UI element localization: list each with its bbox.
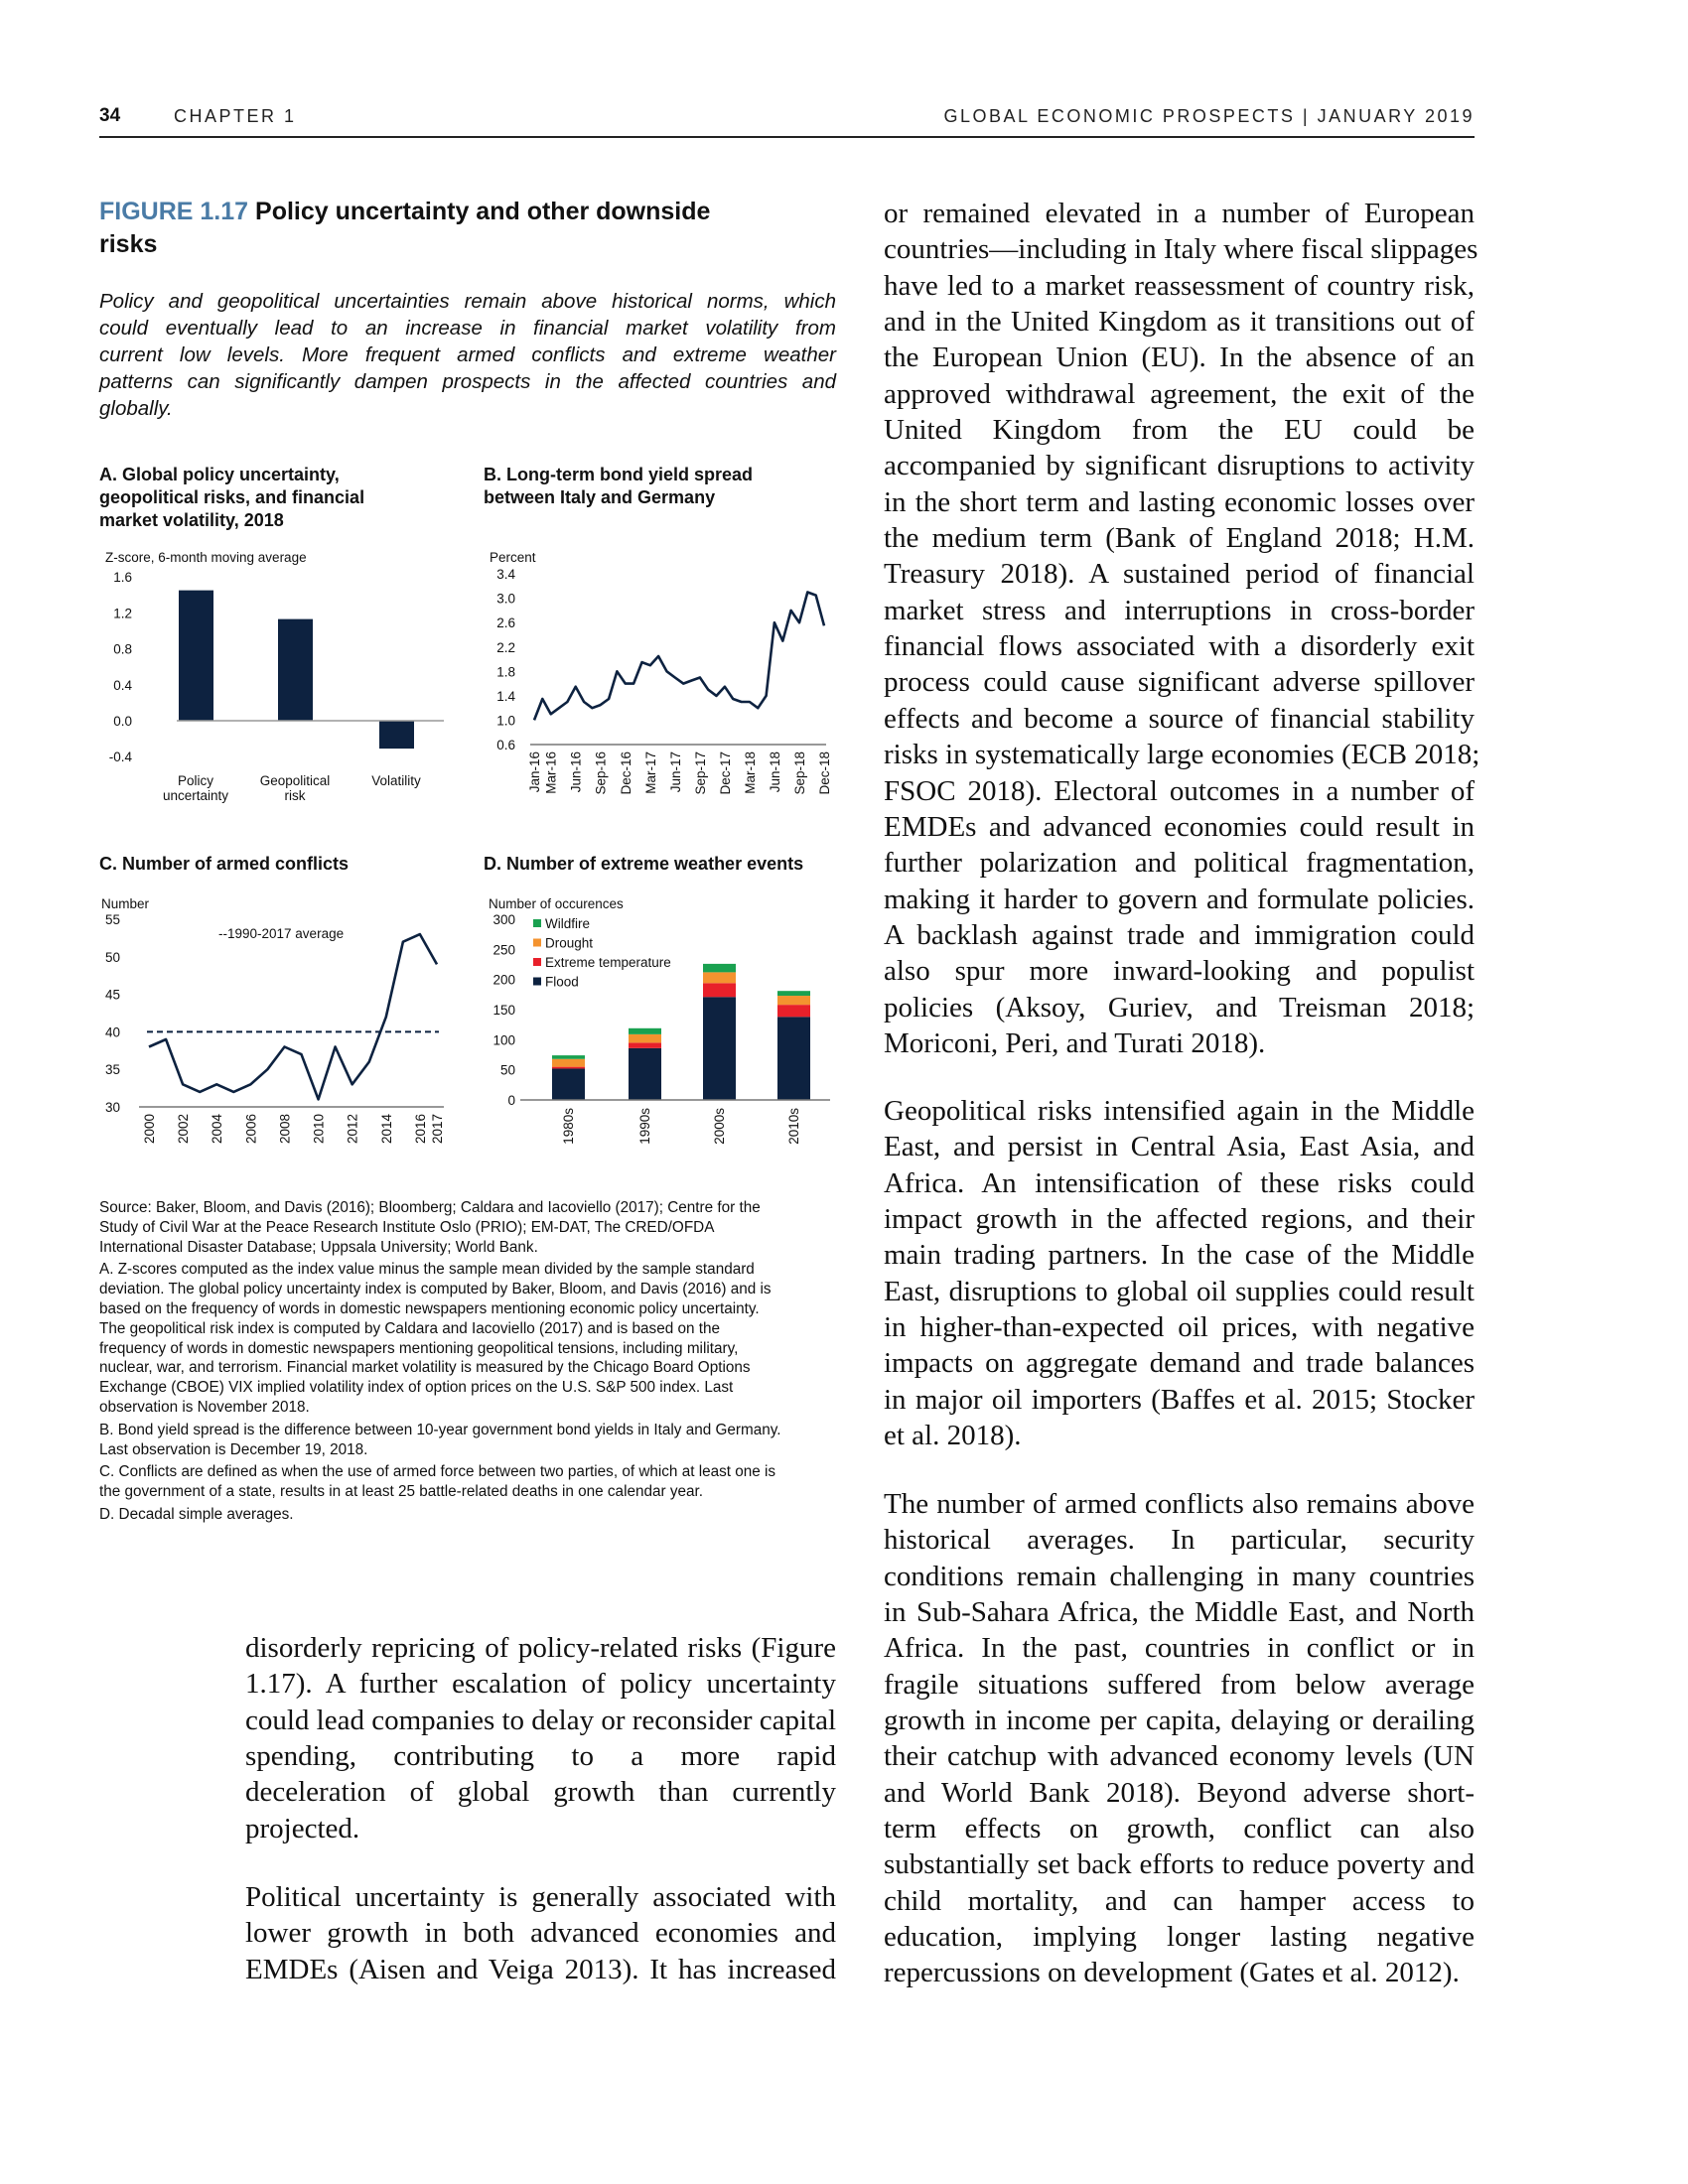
chapter-label: CHAPTER 1 <box>174 106 297 126</box>
legend-label: Wildfire <box>545 916 591 931</box>
x-tick-label: 2016 <box>412 1114 428 1145</box>
x-tick-label: uncertainty <box>162 788 229 803</box>
note-line: International Disaster Database; Uppsala University; World Bank. <box>99 1238 538 1256</box>
body-line: EMDEs and advanced economies could result in <box>884 810 1475 843</box>
y-tick-label: 30 <box>105 1100 121 1115</box>
x-tick-label: 2017 <box>430 1114 445 1145</box>
note-paragraph <box>99 1260 854 1417</box>
body-line: countries—including in Italy where fiscal slippages <box>884 233 1478 266</box>
panel-title-line: between Italy and Germany <box>484 487 716 507</box>
body-line: Political uncertainty is generally associated with <box>245 1881 836 1913</box>
y-tick-label: 40 <box>105 1024 121 1040</box>
chart-a <box>105 550 444 803</box>
bar <box>278 619 313 721</box>
bar-segment-drought <box>552 1059 585 1067</box>
y-tick-label: 2.6 <box>496 615 515 631</box>
y-tick-label: 0.6 <box>496 738 515 752</box>
series-line <box>534 593 824 721</box>
x-tick-label: 2010 <box>311 1114 327 1145</box>
body-line: in major oil importers (Baffes et al. 2015; Stocker <box>884 1383 1475 1416</box>
x-tick-label: Geopolitical <box>259 773 331 788</box>
body-line: their catchup with advanced economy levels (UN <box>884 1740 1475 1773</box>
publication-title: GLOBAL ECONOMIC PROSPECTS | JANUARY 2019 <box>943 106 1475 126</box>
x-tick-label: 2008 <box>277 1114 293 1145</box>
bar-segment-drought <box>703 972 736 983</box>
note-line: Last observation is December 19, 2018. <box>99 1440 368 1458</box>
y-tick-label: 250 <box>492 942 515 958</box>
bar-segment-flood <box>777 1017 810 1100</box>
y-tick-label: 200 <box>492 972 515 988</box>
y-tick-label: 50 <box>105 949 121 965</box>
figure-notes <box>99 1198 854 1528</box>
body-paragraph <box>245 1879 836 1987</box>
y-axis-label: Number <box>101 896 150 911</box>
y-tick-label: 3.0 <box>496 591 515 607</box>
body-line: projected. <box>245 1812 360 1844</box>
body-paragraph <box>884 196 1480 1061</box>
body-line: impact growth in the affected regions, and their <box>884 1203 1475 1236</box>
body-line: also spur more inward-looking and populist <box>884 955 1475 988</box>
body-paragraph <box>884 1093 1475 1453</box>
body-line: Moriconi, Peri, and Turati 2018). <box>884 1026 1266 1059</box>
legend-swatch <box>533 978 541 986</box>
body-line: approved withdrawal agreement, the exit of the <box>884 377 1475 410</box>
bar-segment-wildfire <box>777 991 810 996</box>
x-tick-label: Dec-18 <box>817 751 832 795</box>
body-line: lower growth in both advanced economies and <box>245 1917 836 1950</box>
body-line: fragile situations suffered from below average <box>884 1668 1475 1701</box>
y-tick-label: 1.8 <box>496 664 515 680</box>
body-line: main trading partners. In the case of the Middle <box>884 1239 1475 1272</box>
body-line: deceleration of global growth than currently <box>245 1776 836 1809</box>
y-tick-label: 55 <box>105 912 121 927</box>
bar-segment-extreme-temperature <box>703 983 736 997</box>
bar-segment-flood <box>552 1068 585 1100</box>
x-tick-label: Jun-16 <box>568 751 584 793</box>
x-tick-label: Jun-17 <box>667 751 683 793</box>
body-line: spending, contributing to a more rapid <box>245 1740 836 1773</box>
caption-line: globally. <box>99 397 173 420</box>
x-tick-label: 2014 <box>378 1114 394 1145</box>
y-tick-label: 50 <box>499 1062 515 1078</box>
note-line: B. Bond yield spread is the difference between 10-year government bond yields in Italy and Germany. <box>99 1421 781 1438</box>
body-line: effects and become a source of financial stability <box>884 702 1475 735</box>
body-line: 1.17). A further escalation of policy uncertainty <box>245 1668 836 1701</box>
y-tick-label: 0.4 <box>113 677 132 693</box>
note-line: The geopolitical risk index is computed by Caldara and Iacoviello (2017) and is based on the <box>99 1319 720 1337</box>
bar-segment-flood <box>629 1048 661 1100</box>
x-tick-label: 1980s <box>561 1108 576 1145</box>
legend-average: --1990-2017 average <box>218 926 345 941</box>
bar-segment-drought <box>777 996 810 1005</box>
chart-c <box>101 896 445 1144</box>
body-line: EMDEs (Aisen and Veiga 2013). It has increased <box>245 1953 836 1985</box>
body-line: Africa. In the past, countries in conflict or in <box>884 1632 1475 1665</box>
body-paragraph <box>884 1486 1475 1991</box>
body-paragraph <box>245 1630 836 1846</box>
note-paragraph <box>99 1198 854 1257</box>
page-number: 34 <box>99 105 121 126</box>
note-line: observation is November 2018. <box>99 1398 310 1416</box>
body-line: et al. 2018). <box>884 1420 1022 1452</box>
y-tick-label: -0.4 <box>108 750 132 765</box>
body-line: policies (Aksoy, Guriev, and Treisman 2018; <box>884 991 1475 1024</box>
bar-segment-extreme-temperature <box>777 1005 810 1017</box>
body-line: growth in income per capita, delaying or derailing <box>884 1705 1475 1737</box>
x-tick-label: 2004 <box>210 1114 225 1145</box>
note-line: Source: Baker, Bloom, and Davis (2016); Bloomberg; Caldara and Iacoviello (2017); Centre for the <box>99 1199 761 1216</box>
bar-segment-drought <box>629 1034 661 1042</box>
caption-line: Policy and geopolitical uncertainties remain above historical norms, which <box>99 290 836 313</box>
note-line: nuclear, war, and terrorism. Financial market volatility is measured by the Chicago Board Options <box>99 1359 751 1377</box>
x-tick-label: 2000s <box>712 1108 727 1145</box>
body-line: accompanied by significant disruptions to activity <box>884 450 1475 482</box>
x-tick-label: 2012 <box>345 1114 360 1145</box>
series-line <box>149 934 437 1099</box>
x-tick-label: Mar-16 <box>543 751 559 794</box>
body-line: have led to a market reassessment of country risk, <box>884 269 1475 302</box>
legend-swatch <box>533 939 541 947</box>
body-line: Africa. An intensification of these risks could <box>884 1166 1475 1199</box>
body-line: Geopolitical risks intensified again in the Middle <box>884 1095 1475 1127</box>
y-tick-label: 150 <box>492 1002 515 1018</box>
body-line: disorderly repricing of policy-related risks (Figure <box>245 1632 836 1664</box>
body-line: FSOC 2018). Electoral outcomes in a number of <box>884 774 1475 807</box>
x-tick-label: 2000 <box>142 1114 157 1145</box>
note-line: the government of a state, results in at least 25 battle-related deaths in one calendar year. <box>99 1483 703 1501</box>
note-paragraph <box>99 1462 854 1502</box>
y-tick-label: 0.0 <box>113 714 132 729</box>
body-line: process could cause significant adverse spillover <box>884 666 1475 699</box>
bar <box>179 591 213 721</box>
x-tick-label: Sep-16 <box>593 751 609 795</box>
body-line: in the short term and lasting economic losses over <box>884 485 1475 518</box>
body-line: market stress and interruptions in cross-border <box>884 594 1475 626</box>
body-line: could lead companies to delay or reconsider capital <box>245 1704 837 1736</box>
body-line: financial flows associated with a disorderly exit <box>884 630 1475 663</box>
x-tick-label: risk <box>284 788 306 803</box>
panel-title-line: geopolitical risks, and financial <box>99 487 365 507</box>
y-tick-label: 1.4 <box>496 688 515 704</box>
body-line: substantially set back efforts to reduce poverty and <box>884 1848 1475 1881</box>
note-line: D. Decadal simple averages. <box>99 1505 294 1523</box>
legend-label: Drought <box>545 935 594 951</box>
body-line: and World Bank 2018). Beyond adverse short- <box>884 1776 1475 1809</box>
legend-label: Flood <box>545 974 579 990</box>
x-tick-label: Sep-18 <box>791 751 807 795</box>
x-tick-label: Sep-17 <box>692 751 708 795</box>
figure-title-text: Policy uncertainty and other downside <box>255 198 711 225</box>
note-line: frequency of words in domestic newspapers mentioning geopolitical tensions, including military, <box>99 1339 739 1357</box>
x-tick-label: 2010s <box>786 1108 801 1145</box>
body-line: Treasury 2018). A sustained period of financial <box>884 558 1475 591</box>
body-line: in Sub-Sahara Africa, the Middle East, and North <box>884 1596 1475 1629</box>
panel-title-line: A. Global policy uncertainty, <box>99 465 340 484</box>
y-axis-label: Number of occurences <box>489 896 624 911</box>
body-line: child mortality, and can hamper access to <box>884 1884 1475 1917</box>
figure-title-text-2: risks <box>99 230 158 258</box>
x-tick-label: Dec-17 <box>717 751 733 795</box>
body-line: and in the United Kingdom as it transitions out of <box>884 306 1475 339</box>
body-line: repercussions on development (Gates et al. 2012). <box>884 1957 1460 1989</box>
bar <box>379 721 414 749</box>
bar-segment-flood <box>703 997 736 1100</box>
note-paragraph <box>99 1505 854 1525</box>
x-tick-label: Jun-18 <box>767 751 782 793</box>
x-tick-label: Mar-18 <box>742 751 758 794</box>
x-tick-label: Volatility <box>371 773 421 788</box>
x-tick-label: 1990s <box>637 1108 652 1145</box>
chart-d <box>489 896 830 1145</box>
y-axis-label: Percent <box>490 550 536 565</box>
y-tick-label: 300 <box>492 911 515 927</box>
x-tick-label: 2002 <box>176 1114 192 1145</box>
note-line: based on the frequency of words in domestic newspapers mentioning economic policy uncertainty. <box>99 1299 760 1317</box>
body-line: East, and persist in Central Asia, East Asia, and <box>884 1131 1475 1163</box>
note-paragraph <box>99 1421 854 1460</box>
body-line: term effects on growth, conflict can also <box>884 1813 1475 1845</box>
panel-title-line: B. Long-term bond yield spread <box>484 465 754 484</box>
y-tick-label: 2.2 <box>496 639 515 655</box>
y-tick-label: 0 <box>507 1093 515 1108</box>
note-line: C. Conflicts are defined as when the use of armed force between two parties, of which at least one is <box>99 1463 776 1481</box>
x-tick-label: Dec-16 <box>618 751 633 795</box>
panel-title-line: D. Number of extreme weather events <box>484 854 804 874</box>
note-line: deviation. The global policy uncertainty index is computed by Baker, Bloom, and Davis (2016) and is <box>99 1281 772 1298</box>
bar-segment-extreme-temperature <box>552 1067 585 1069</box>
body-line: historical averages. In particular, security <box>884 1524 1475 1557</box>
body-line: risks in systematically large economies (ECB 2018; <box>884 739 1480 771</box>
bar-segment-wildfire <box>629 1028 661 1034</box>
panel-title-line: C. Number of armed conflicts <box>99 854 350 874</box>
note-line: Study of Civil War at the Peace Research Institute Oslo (PRIO); EM-DAT, The CRED/OFDA <box>99 1218 715 1236</box>
y-tick-label: 45 <box>105 987 121 1003</box>
body-line: conditions remain challenging in many countries <box>884 1560 1475 1592</box>
body-line: making it harder to govern and formulate policies. <box>884 883 1475 915</box>
note-line: Exchange (CBOE) VIX implied volatility index of option prices on the U.S. S&P 500 index. Last <box>99 1379 734 1397</box>
caption-line: current low levels. More frequent armed conflicts and extreme weather <box>99 343 836 366</box>
y-tick-label: 1.6 <box>113 570 132 586</box>
body-line: in higher-than-expected oil prices, with negative <box>884 1311 1475 1344</box>
x-tick-label: Mar-17 <box>642 751 658 794</box>
body-line: A backlash against trade and immigration could <box>884 918 1475 951</box>
body-line: the European Union (EU). In the absence of an <box>884 341 1475 374</box>
chart-b <box>490 550 832 795</box>
caption-line: patterns can significantly dampen prospects in the affected countries and <box>99 370 836 393</box>
x-tick-label: Policy <box>177 773 214 788</box>
y-tick-label: 1.0 <box>496 713 515 729</box>
body-line: East, disruptions to global oil supplies could result <box>884 1275 1475 1307</box>
y-tick-label: 100 <box>492 1032 515 1048</box>
bar-segment-wildfire <box>703 964 736 972</box>
y-tick-label: 35 <box>105 1062 121 1078</box>
figure-label: FIGURE 1.17 <box>99 198 249 225</box>
caption-line: could eventually lead to an increase in financial market volatility from <box>99 317 836 340</box>
body-line: education, implying longer lasting negative <box>884 1921 1475 1954</box>
x-tick-label: Jan-16 <box>527 751 542 793</box>
y-tick-label: 0.8 <box>113 641 132 657</box>
bar-segment-wildfire <box>552 1055 585 1059</box>
body-line: or remained elevated in a number of European <box>884 198 1475 229</box>
legend-swatch <box>533 919 541 927</box>
y-axis-label: Z-score, 6-month moving average <box>105 550 307 565</box>
body-line: the medium term (Bank of England 2018; H.M. <box>884 522 1475 555</box>
y-tick-label: 3.4 <box>496 567 515 583</box>
panel-title-line: market volatility, 2018 <box>99 510 284 530</box>
legend-swatch <box>533 958 541 966</box>
x-tick-label: 2006 <box>243 1114 259 1145</box>
legend-label: Extreme temperature <box>545 955 671 970</box>
body-line: impacts on aggregate demand and trade balances <box>884 1347 1475 1380</box>
note-line: A. Z-scores computed as the index value minus the sample mean divided by the sample standard <box>99 1261 755 1279</box>
y-tick-label: 1.2 <box>113 606 132 621</box>
body-line: The number of armed conflicts also remains above <box>884 1488 1475 1520</box>
bar-segment-extreme-temperature <box>629 1042 661 1047</box>
body-line: United Kingdom from the EU could be <box>884 414 1475 447</box>
body-line: further polarization and political fragmentation, <box>884 847 1475 880</box>
